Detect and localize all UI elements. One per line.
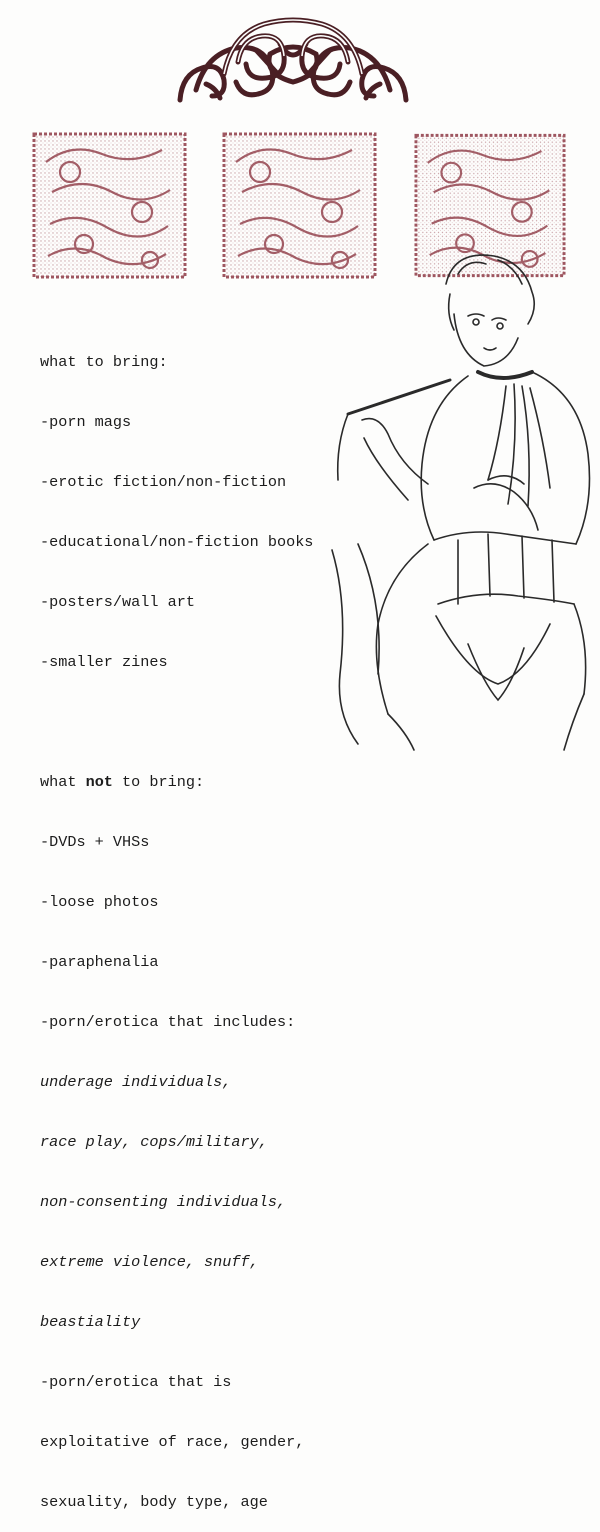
flyer-text — [40, 312, 340, 1532]
line-drawing-figure-with-whip — [318, 244, 600, 750]
includes-item: beastiality — [40, 1313, 141, 1331]
bring-item: -posters/wall art — [40, 593, 195, 611]
bring-item: -porn mags — [40, 413, 132, 431]
heading-prefix: what — [40, 773, 86, 791]
not-bring-item: -loose photos — [40, 893, 159, 911]
exploitative-line: exploitative of race, gender, — [40, 1433, 305, 1451]
not-bring-heading — [40, 772, 340, 792]
celtic-figure-tile — [32, 132, 187, 279]
includes-item: race play, cops/military, — [40, 1133, 268, 1151]
bring-item: -erotic fiction/non-fiction — [40, 473, 287, 491]
heading-emphasis: not — [85, 773, 113, 791]
celtic-knot-icon — [176, 14, 410, 106]
includes-item: extreme violence, snuff, — [40, 1253, 259, 1271]
spacer — [40, 712, 340, 732]
not-bring-item: -paraphenalia — [40, 953, 159, 971]
bring-item: -smaller zines — [40, 653, 168, 671]
exploitative-line: sexuality, body type, age — [40, 1493, 268, 1511]
includes-item: non-consenting individuals, — [40, 1193, 287, 1211]
heading-suffix: to bring: — [112, 773, 205, 791]
not-bring-item: -DVDs + VHSs — [40, 833, 150, 851]
includes-item: underage individuals, — [40, 1073, 232, 1091]
bring-heading: what to bring: — [40, 353, 168, 371]
exploitative-line: -porn/erotica that is — [40, 1373, 232, 1391]
not-bring-item: -porn/erotica that includes: — [40, 1013, 296, 1031]
bring-item: -educational/non-fiction books — [40, 533, 314, 551]
